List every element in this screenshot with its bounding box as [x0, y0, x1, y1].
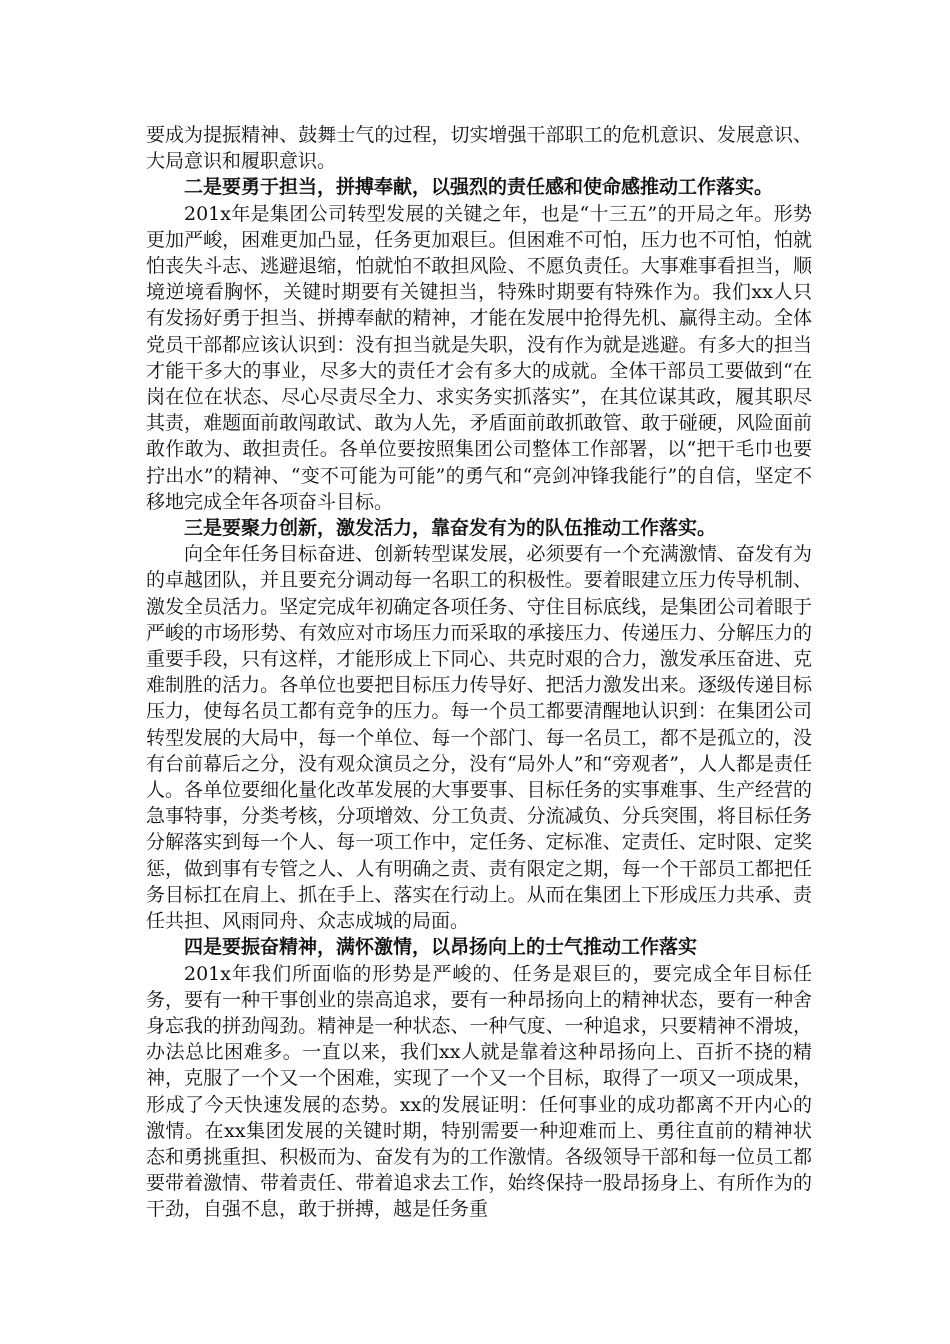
paragraph-body: 201x年我们所面临的形势是严峻的、任务是艰巨的，要完成全年目标任务，要有一种干事创业的崇高追求，要有一种昂扬向上的精神状态，要有一种舍身忘我的拼劲闯劲。精神是一种状态、一种气度、一种追求，只要精神不滑坡，办法总比困难多。一直以来，我们xx人就是靠着这种昂扬向上、百折不挠的精神，克服了一个又一个困难，实现了一个又一个目标，取得了一项又一项成果，形成了今天快速发展的态势。xx的发展证明：任何事业的成功都离不开内心的激情。在xx集团发展的关键时期，特别需要一种迎难而上、勇往直前的精神状态和勇挑重担、积极而为、奋发有为的工作激情。各级领导干部和每一位员工都要带着激情、带着责任、带着追求去工作，始终保持一股昂扬身上、有所作为的干劲，自强不息，敢于拼搏，越是任务重 — [146, 962, 812, 1221]
section-heading-4: 四是要振奋精神，满怀激情，以昂扬向上的士气推动工作落实 — [184, 936, 698, 959]
section-heading-3: 三是要聚力创新，激发活力，靠奋发有为的队伍推动工作落实。 — [184, 517, 717, 540]
section-heading-2: 二是要勇于担当，拼搏奉献，以强烈的责任感和使命感推动工作落实。 — [184, 176, 774, 199]
paragraph-body: 向全年任务目标奋进、创新转型谋发展，必须要有一个充满激情、奋发有为的卓越团队，并且要充分调动每一名职工的积极性。要着眼建立压力传导机制、激发全员活力。坚定完成年初确定各项任务、守住目标底线，是集团公司着眼于严峻的市场形势、有效应对市场压力而采取的承接压力、传递压力、分解压力的重要手段，只有这样，才能形成上下同心、共克时艰的合力，激发承压奋进、克难制胜的活力。各单位也要把目标压力传导好、把活力激发出来。逐级传递目标压力，使每名员工都有竞争的压力。每一个员工都要清醒地认识到：在集团公司转型发展的大局中，每一个单位、每一个部门、每一名员工，都不是孤立的，没有台前幕后之分，没有观众演员之分，没有“局外人”和“旁观者”，人人都是责任人。各单位要细化量化改革发展的大事要事、目标任务的实事难事、生产经营的急事特事，分类考核，分项增效、分工负责、分流减负、分兵突围，将目标任务分解落实到每一个人、每一项工作中，定任务、定标准、定责任、定时限、定奖惩，做到事有专管之人、人有明确之责、责有限定之期，每一个干部员工都把任务目标扛在肩上、抓在手上、落实在行动上。从而在集团上下形成压力共承、责任共担、风雨同舟、众志成城的局面。 — [146, 543, 812, 933]
document-page — [146, 122, 812, 1223]
paragraph-body: 201x年是集团公司转型发展的关键之年，也是“十三五”的开局之年。形势更加严峻，困难更加凸显，任务更加艰巨。但困难不可怕，压力也不可怕，怕就怕丧失斗志、逃避退缩，怕就怕不敢担风险、不愿负责任。大事难事看担当，顺境逆境看胸怀，关键时期要有关键担当，特殊时期要有特殊作为。我们xx人只有发扬好勇于担当、拼搏奉献的精神，才能在发展中抢得先机、赢得主动。全体党员干部都应该认识到：没有担当就是失职，没有作为就是逃避。有多大的担当才能干多大的事业，尽多大的责任才会有多大的成就。全体干部员工要做到“在岗在位在状态、尽心尽责尽全力、求实务实抓落实”，在其位谋其政，履其职尽其责，难题面前敢闯敢试、敢为人先，矛盾面前敢抓敢管、敢于碰硬，风险面前敢作敢为、敢担责任。各单位要按照集团公司整体工作部署，以“把干毛巾也要拧出水”的精神、“变不可能为可能”的勇气和“亮剑冲锋我能行”的自信，坚定不移地完成全年各项奋斗目标。 — [146, 202, 812, 513]
paragraph-continued: 要成为提振精神、鼓舞士气的过程，切实增强干部职工的危机意识、发展意识、大局意识和履职意识。 — [146, 124, 812, 173]
